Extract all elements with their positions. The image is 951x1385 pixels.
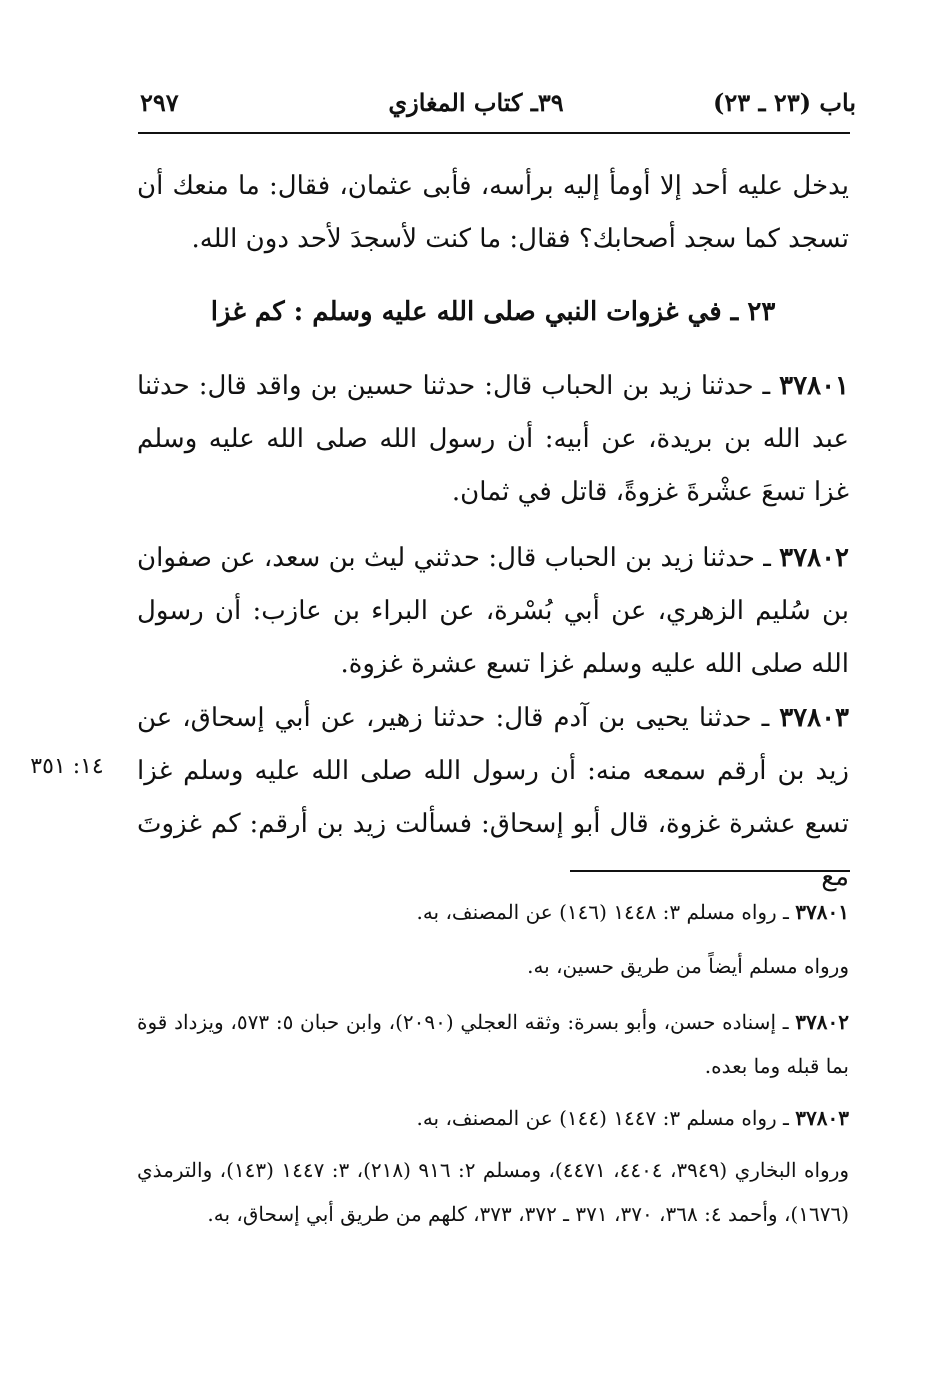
footnote-text: ورواه مسلم أيضاً من طريق حسين، به.: [527, 954, 849, 978]
header-rule: [138, 132, 850, 134]
footnote: [137, 1000, 849, 1088]
footnote: [137, 1096, 849, 1140]
hadith-paragraph: [137, 360, 849, 519]
book-title: ٣٩ـ كتاب المغازي: [388, 88, 564, 117]
footnote-number: ٣٧٨٠١: [795, 900, 849, 924]
footnote: [137, 944, 849, 988]
footnote-rule: [570, 870, 850, 872]
footnote: [137, 1148, 849, 1236]
margin-reference: ١٤: ٣٥١: [30, 754, 104, 779]
page-number: ٢٩٧: [140, 88, 179, 117]
intro-paragraph: يدخل عليه أحد إلا أومأ إليه برأسه، فأبى عثمان، فقال: ما منعك أن تسجد كما سجد أصحابك؟ فقال: ما كنت لأسجدَ لأحد دون الله.: [137, 171, 849, 254]
hadith-number: ٣٧٨٠٣: [779, 703, 850, 733]
footnote-text: ورواه البخاري (٣٩٤٩، ٤٤٠٤، ٤٤٧١)، ومسلم ٢: ٩١٦ (٢١٨)، ٣: ١٤٤٧ (١٤٣)، والترمذي (١٦٧٦)، وأحمد ٤: ٣٦٨، ٣٧٠، ٣٧١ ـ ٣٧٢، ٣٧٣، كلهم من طريق أبي إسحاق، به.: [137, 1158, 850, 1226]
chapter-range: باب (٢٣ ـ ٢٣): [713, 88, 856, 117]
section-title: ٢٣ ـ في غزوات النبي صلى الله عليه وسلم : كم غزا: [210, 297, 776, 327]
footnote: [137, 890, 849, 934]
hadith-number: ٣٧٨٠٢: [779, 543, 849, 573]
footnote-text: ـ إسناده حسن، وأبو بسرة: وثقه العجلي (٢٠٩٠)، وابن حبان ٥: ٥٧٣، ويزداد قوة بما قبله وما بعده.: [137, 1010, 849, 1078]
footnote-number: ٣٧٨٠٢: [795, 1010, 850, 1034]
hadith-number: ٣٧٨٠١: [779, 371, 849, 401]
footnote-text: ـ رواه مسلم ٣: ١٤٤٧ (١٤٤) عن المصنف، به.: [416, 1106, 789, 1130]
footnote-text: ـ رواه مسلم ٣: ١٤٤٨ (١٤٦) عن المصنف، به.: [416, 900, 789, 924]
hadith-paragraph: [137, 692, 849, 904]
hadith-text: ـ حدثنا زيد بن الحباب قال: حدثنا حسين بن واقد قال: حدثنا عبد الله بن بريدة، عن أبيه: أن رسول الله صلى الله عليه وسلم غزا تسعَ عشْرةَ غزوةً، قاتل في ثمان.: [137, 371, 849, 507]
hadith-paragraph: [137, 532, 849, 691]
hadith-text: ـ حدثنا زيد بن الحباب قال: حدثني ليث بن سعد، عن صفوان بن سُليم الزهري، عن أبي بُسْرة، عن البراء بن عازب: أن رسول الله صلى الله عليه وسلم غزا تسع عشرة غزوة.: [137, 543, 849, 679]
footnote-number: ٣٧٨٠٣: [795, 1106, 849, 1130]
hadith-text: ـ حدثنا يحيى بن آدم قال: حدثنا زهير، عن أبي إسحاق، عن زيد بن أرقم سمعه منه: أن رسول الله صلى الله عليه وسلم غزا تسع عشرة غزوة، قال أبو إسحاق: فسألت زيد بن أرقم: كم غزوتَ مع: [137, 703, 849, 892]
